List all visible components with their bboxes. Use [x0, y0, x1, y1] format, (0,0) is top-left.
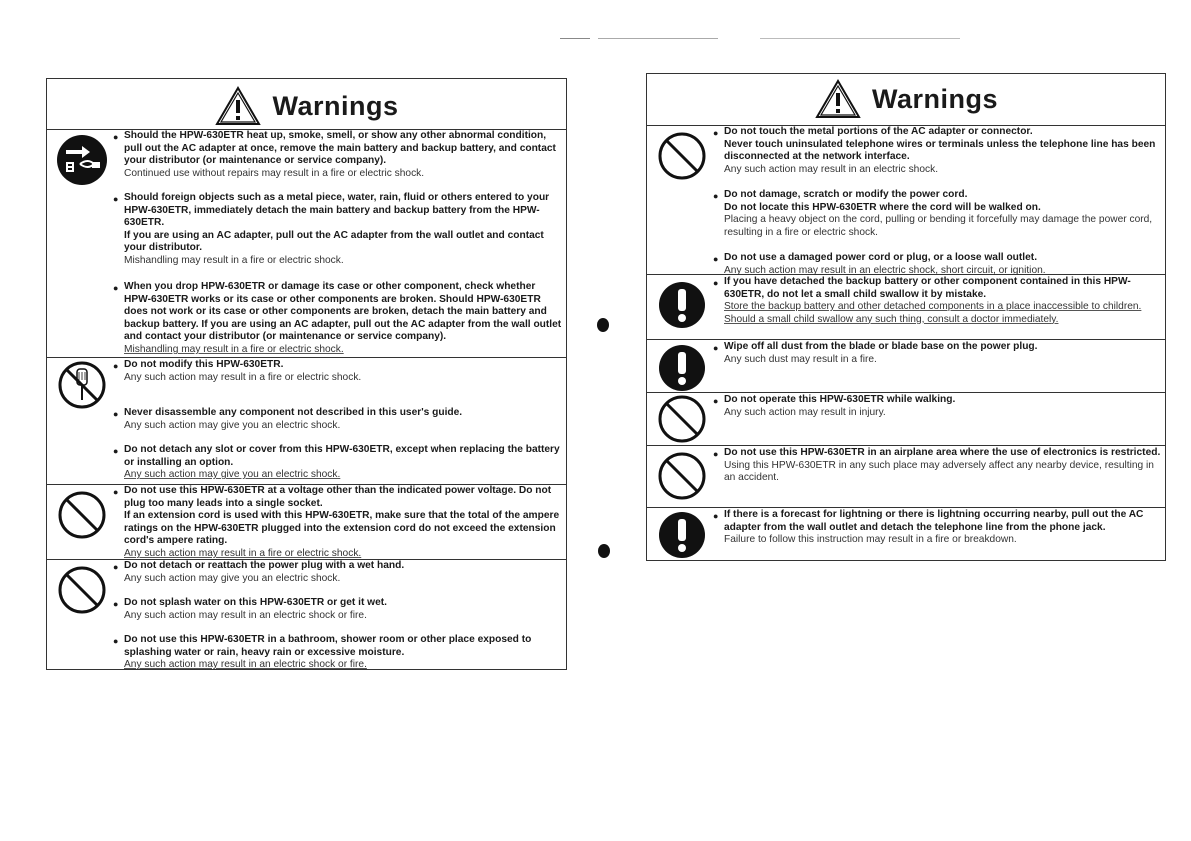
mandatory-icon [657, 510, 707, 560]
warning-section [647, 126, 1165, 274]
unplug-icon [56, 134, 108, 186]
warning-section [47, 559, 566, 670]
page-title: Warnings [871, 83, 998, 114]
warning-triangle-icon [214, 85, 262, 127]
binder-hole [598, 544, 610, 558]
list-item: ● Do not touch the metal portions of the AC adapter or connector. Never touch uninsulated telephone wires or terminals unless the telephone line has been disconnected at the network interface. Any such action may result in an electric shock. [713, 126, 1156, 175]
prohibited-icon [657, 451, 707, 501]
list-item: ● Do not use a damaged power cord or plug, or a loose wall outlet. Any such action may result in an electric shock, short circuit, or ignition. [713, 252, 1046, 276]
list-item: ● Do not use this HPW-630ETR in a bathroom, shower room or other place exposed to splashing water or rain, heavy rain or excessive moisture. Any such action may result in an electric shock or fire. [113, 634, 532, 671]
warnings-panel-left [46, 78, 567, 670]
scan-artifact [598, 38, 718, 39]
scan-artifact [760, 38, 960, 39]
page-title: Warnings [272, 90, 399, 121]
warning-section [647, 445, 1165, 507]
warning-section [647, 392, 1165, 445]
warning-triangle-icon [814, 78, 862, 120]
no-disassembly-icon [57, 360, 107, 410]
warning-section [647, 507, 1165, 561]
list-item: ● Do not damage, scratch or modify the power cord. Do not locate this HPW-630ETR where the cord will be walked on. Placing a heavy object on the cord, pulling or bending it forcefully may damage the power cord, resulting in a fire or electric shock. [713, 189, 1153, 238]
prohibited-icon [57, 490, 107, 540]
list-item: ● Wipe off all dust from the blade or blade base on the power plug. Any such dust may result in a fire. [713, 341, 1038, 365]
list-item: ● Should the HPW-630ETR heat up, smoke, smell, or show any other abnormal condition, pull out the AC adapter at once, remove the main battery and backup battery, and contact your distributor (or maintenance or service company). Continued use without repairs may result in a fire or electric shock. [113, 130, 556, 179]
prohibited-icon [657, 131, 707, 181]
warning-section [647, 339, 1165, 392]
binder-hole [597, 318, 609, 332]
warning-section [47, 357, 566, 484]
mandatory-icon [657, 343, 707, 393]
warning-section [47, 130, 566, 357]
warnings-panel-right [646, 73, 1166, 561]
list-item: ● Do not detach or reattach the power plug with a wet hand. Any such action may give you an electric shock. [113, 560, 405, 584]
warning-section [47, 484, 566, 559]
mandatory-icon [657, 280, 707, 330]
list-item: ● Do not modify this HPW-630ETR. Any such action may result in a fire or electric shock. [113, 359, 362, 383]
warning-section [647, 274, 1165, 339]
list-item: ● Should foreign objects such as a metal piece, water, rain, fluid or others entered to your HPW-630ETR, immediately detach the main battery and backup battery from the HPW-630ETR. If you are using an AC adapter, pull out the AC adapter from the wall outlet and contact your distributor. Mishandling may result in a fire or electric shock. [113, 192, 550, 266]
list-item: ● Do not operate this HPW-630ETR while walking. Any such action may result in injury. [713, 394, 956, 418]
list-item: ● Do not splash water on this HPW-630ETR or get it wet. Any such action may result in an electric shock or fire. [113, 597, 387, 621]
list-item: ● Never disassemble any component not described in this user's guide. Any such action may give you an electric shock. [113, 407, 463, 431]
list-item: ● If you have detached the backup battery or other component contained in this HPW-630ETR, do not let a small child swallow it by mistake. Store the backup battery and other detached components in a place inaccessible to children. Should a small child swallow any such thing, consult a doctor immediately. [713, 276, 1142, 325]
prohibited-icon [657, 394, 707, 444]
panel-header [647, 74, 1165, 126]
list-item: ● When you drop HPW-630ETR or damage its case or other component, check whether HPW-630ETR works or its case or other components are broken. Should HPW-630ETR does not work or its case or other components are broken, detach the main battery and backup battery. If you are using an AC adapter, pull out the AC adapter from the wall outlet and contact your distributor (or maintenance or service company). Mishandling may result in a fire or electric shock. [113, 281, 562, 355]
list-item: ● Do not use this HPW-630ETR at a voltage other than the indicated power voltage. Do not plug too many leads into a single socket. If an extension cord is used with this HPW-630ETR, make sure that the total of the ampere ratings on the HPW-630ETR plugged into the extension cord do not exceed the extension cord's ampere rating. Any such action may result in a fire or electric shock. [113, 485, 560, 559]
scan-artifact [560, 38, 590, 39]
panel-header [47, 79, 566, 130]
list-item: ● Do not use this HPW-630ETR in an airplane area where the use of electronics is restricted. Using this HPW-630ETR in any such place may adversely affect any nearby device, resulting in an accident. [713, 447, 1161, 484]
list-item: ● If there is a forecast for lightning or there is lightning occurring nearby, pull out the AC adapter from the wall outlet and detach the telephone line from the phone jack. Failure to follow this instruction may result in a fire or breakdown. [713, 509, 1144, 546]
prohibited-icon [57, 565, 107, 615]
list-item: ● Do not detach any slot or cover from this HPW-630ETR, except when replacing the battery or installing an option. Any such action may give you an electric shock. [113, 444, 560, 481]
